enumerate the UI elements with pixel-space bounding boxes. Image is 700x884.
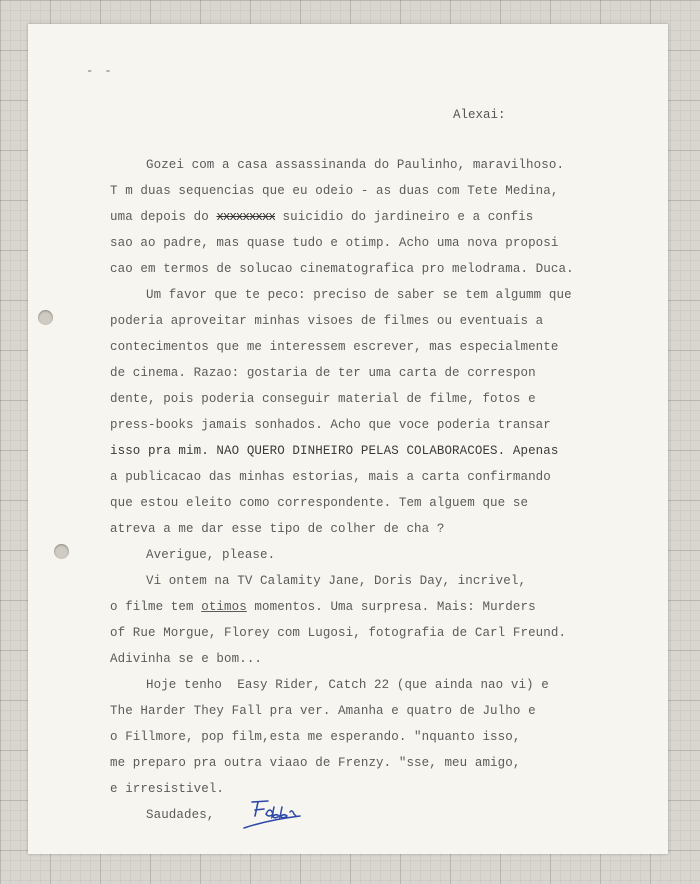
letter-line: Averigue, please. [146, 548, 276, 562]
underlined-word: otimos [201, 600, 247, 614]
letter-sheet [28, 24, 668, 854]
letter-line: press-books jamais sonhados. Acho que voce poderia transar [110, 418, 551, 432]
letter-line: a publicacao das minhas estorias, mais a carta confirmando [110, 470, 551, 484]
letter-line: isso pra mim. NAO QUERO DINHEIRO PELAS COLABORACOES. Apenas [110, 444, 559, 458]
letter-line [110, 600, 536, 614]
letter-line: Um favor que te peco: preciso de saber se tem algumm que [146, 288, 572, 302]
letter-line: Adivinha se e bom... [110, 652, 263, 666]
paper-mark: - - [86, 64, 114, 78]
letter-line: of Rue Morgue, Florey com Lugosi, fotografia de Carl Freund. [110, 626, 567, 640]
punch-hole-bottom [54, 544, 69, 559]
line-part: suicidio do jardineiro e a confis [274, 210, 534, 224]
letter-line: sao ao padre, mas quase tudo e otimp. Acho uma nova proposi [110, 236, 559, 250]
letter-line [110, 210, 533, 224]
line-part: momentos. Uma surpresa. Mais: Murders [246, 600, 536, 614]
letter-line: dente, pois poderia conseguir material de filme, fotos e [110, 392, 536, 406]
letter-line: atreva a me dar esse tipo de colher de cha ? [110, 522, 445, 536]
salutation: Alexai: [453, 108, 506, 122]
letter-line: Gozei com a casa assassinanda do Paulinho, maravilhoso. [146, 158, 565, 172]
punch-hole-top [38, 310, 53, 325]
letter-line: cao em termos de solucao cinematografica pro melodrama. Duca. [110, 262, 574, 276]
letter-line: que estou eleito como correspondente. Tem alguem que se [110, 496, 529, 510]
letter-line: poderia aproveitar minhas visoes de filmes ou eventuais a [110, 314, 544, 328]
struck-out-word: xxxxxxxxx [216, 210, 275, 224]
handwritten-signature [238, 794, 318, 836]
letter-line: me preparo pra outra viaao de Frenzy. "sse, meu amigo, [110, 756, 521, 770]
letter-line: de cinema. Razao: gostaria de ter uma carta de correspon [110, 366, 536, 380]
line-part: o filme tem [110, 600, 202, 614]
letter-line: The Harder They Fall pra ver. Amanha e quatro de Julho e [110, 704, 536, 718]
letter-line: Hoje tenho Easy Rider, Catch 22 (que ainda nao vi) e [146, 678, 549, 692]
closing: Saudades, [146, 808, 215, 822]
letter-line: T m duas sequencias que eu odeio - as duas com Tete Medina, [110, 184, 559, 198]
letter-line: o Fillmore, pop film,esta me esperando. "nquanto isso, [110, 730, 521, 744]
letter-line: contecimentos que me interessem escrever, mas especialmente [110, 340, 559, 354]
letter-line: Vi ontem na TV Calamity Jane, Doris Day, incrivel, [146, 574, 527, 588]
letter-line: e irresistivel. [110, 782, 225, 796]
line-part: uma depois do [110, 210, 217, 224]
